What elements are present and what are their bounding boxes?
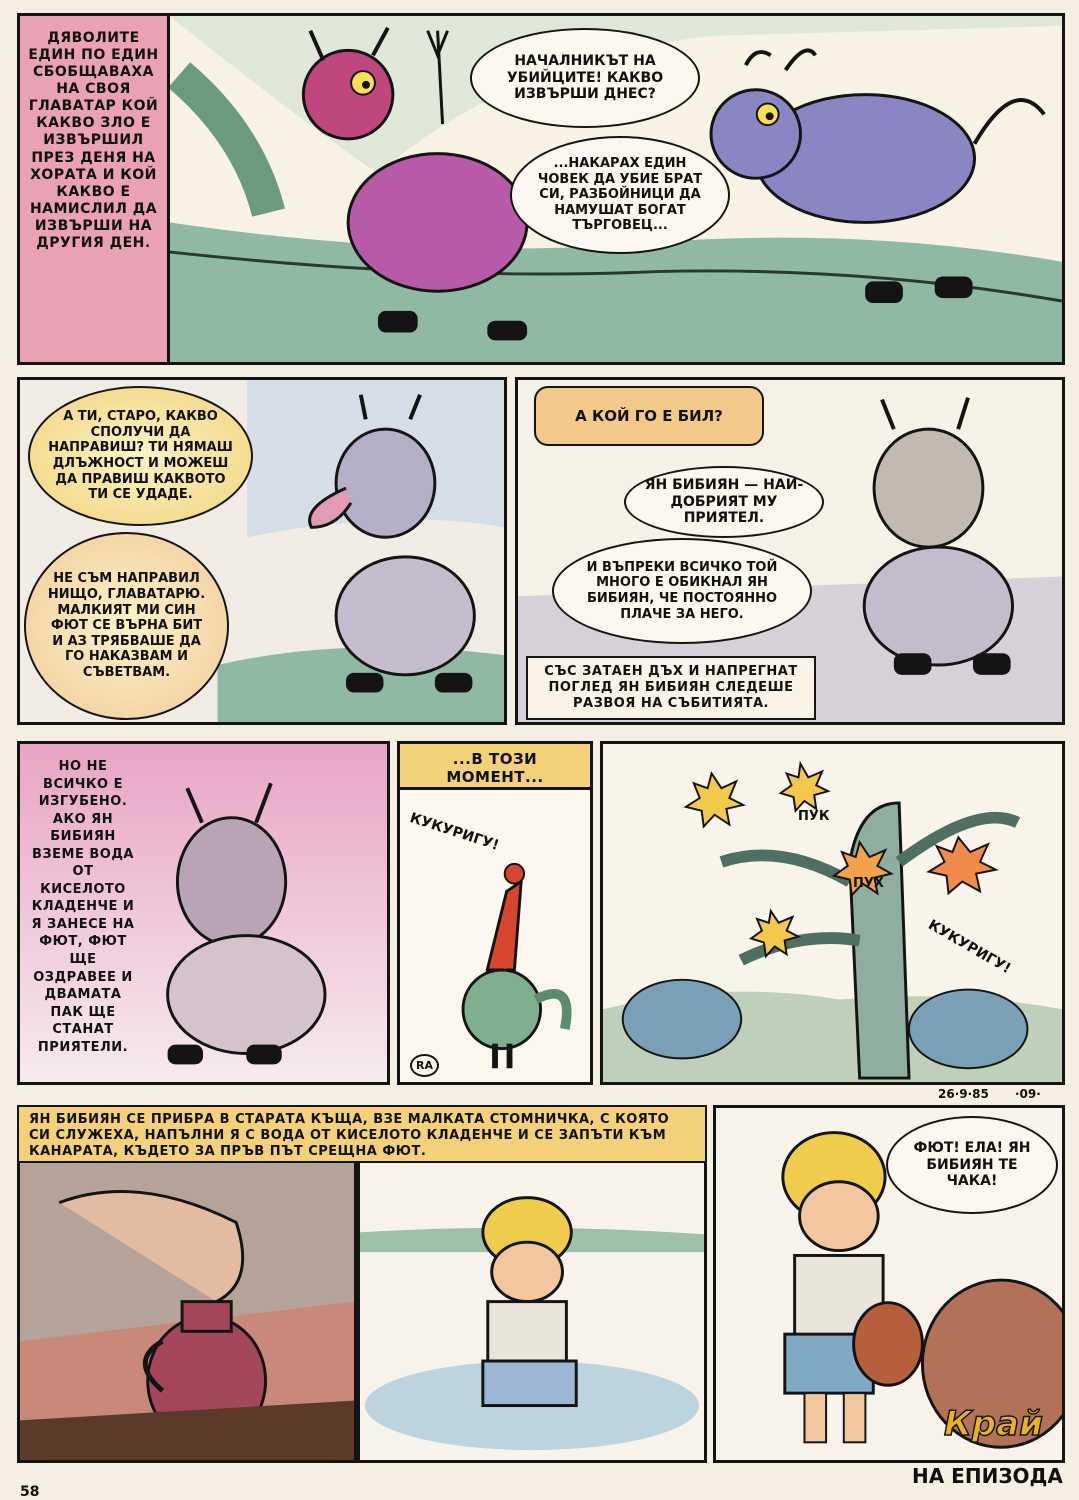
panel-jug [17,1163,357,1463]
panel-boy-calling [713,1105,1065,1463]
narration-caption: ...В ТОЗИ МОМЕНТ... [400,744,590,790]
speech-balloon-call: ФЮТ! ЕЛА! ЯН БИБИЯН ТЕ ЧАКА! [886,1116,1058,1214]
end-word: Край [944,1404,1043,1444]
end-of-episode-label: НА ЕПИЗОДА [912,1464,1063,1488]
artist-signature: RA [410,1054,439,1077]
panel-old-devil [17,377,507,725]
panel-devils-report [17,13,1065,365]
jug-art [20,1163,354,1460]
narration-caption: ДЯВОЛИТЕ ЕДИН ПО ЕДИН СБОБЩАВАХА НА СВОЯ ГЛАВАТАР КОЙ КАКВО ЗЛО Е ИЗВЪРШИЛ ПРЕЗ ДЕНЯ НА ХОРАТА И КОЙ КАКВО Е НАМИСЛИЛ ДА ИЗВЪРШИ НА ДРУГИЯ ДЕН. [20,16,170,362]
episode-page-stamp: ·09· [1015,1087,1041,1101]
panel-exploding-tree [600,741,1065,1085]
date-stamp: 26·9·85 [938,1087,989,1101]
sfx-puk: ПУК [798,809,830,824]
speech-balloon-answer: ЯН БИБИЯН — НАЙ-ДОБРИЯТ МУ ПРИЯТЕЛ. [624,466,824,538]
panel-not-lost [17,741,390,1085]
page-number: 58 [20,1484,40,1500]
panel-who-beat-him [515,377,1065,725]
speech-balloon-old-devil: НЕ СЪМ НАПРАВИЛ НИЩО, ГЛАВАТАРЮ. МАЛКИЯТ МИ СИН ФЮТ СЕ ВЪРНА БИТ И АЗ ТРЯБВАШЕ ДА ГО НАКАЗВАМ И СЪВЕТВАМ. [24,532,229,720]
speech-balloon-leader: НАЧАЛНИКЪТ НА УБИЙЦИТЕ! КАКВО ИЗВЪРШИ ДНЕС? [470,28,700,128]
panel-rooster [397,741,593,1085]
speech-balloon-question: А ТИ, СТАРО, КАКВО СПОЛУЧИ ДА НАПРАВИШ? ТИ НЯМАШ ДЛЪЖНОСТ И МОЖЕШ ДА ПРАВИШ КАКВОТО ТИ СЕ УДАДЕ. [28,386,253,526]
sfx-puh: ПУХ [853,876,884,891]
rooster-art [400,744,590,1082]
shout-balloon: А КОЙ ГО Е БИЛ? [534,386,764,446]
panel-boy-drinking [357,1163,707,1463]
speech-balloon-explain: И ВЪПРЕКИ ВСИЧКО ТОЙ МНОГО Е ОБИКНАЛ ЯН БИБИЯН, ЧЕ ПОСТОЯННО ПЛАЧЕ ЗА НЕГО. [552,538,812,644]
speech-balloon-killer: ...НАКАРАХ ЕДИН ЧОВЕК ДА УБИЕ БРАТ СИ, РАЗБОЙНИЦИ ДА НАМУШАТ БОГАТ ТЪРГОВЕЦ... [510,136,730,254]
boy-kneeling-art [360,1163,704,1460]
narration-caption-bottom: ЯН БИБИЯН СЕ ПРИБРА В СТАРАТА КЪЩА, ВЗЕ МАЛКАТА СТОМНИЧКА, С КОЯТО СИ СЛУЖЕХА, НАПЪЛНИ Я С ВОДА ОТ КИСЕЛОТО КЛАДЕНЧЕ И СЕ ЗАПЪТИ КЪМ КАНАРАТА, КЪДЕТО ЗА ПРЪВ ПЪТ СРЕЩНА ФЮТ. [17,1105,707,1163]
sfx-kukurigu: КУКУРИГУ! [407,810,501,854]
narration-caption: СЪС ЗАТАЕН ДЪХ И НАПРЕГНАТ ПОГЛЕД ЯН БИБИЯН СЛЕДЕШЕ РАЗВОЯ НА СЪБИТИЯТА. [526,656,816,720]
sfx-kukurigu: КУКУРИГУ! [925,916,1014,978]
speech-text-pink-devil: НО НЕ ВСИЧКО Е ИЗГУБЕНО. АКО ЯН БИБИЯН ВЗЕМЕ ВОДА ОТ КИСЕЛОТО КЛАДЕНЧЕ И Я ЗАНЕСЕ НА ФЮТ, ФЮТ ЩЕ ОЗДРАВЕЕ И ДВАМАТА ПАК ЩЕ СТАНАТ ПРИЯТЕЛИ. [31,759,135,1055]
tree-explosions-art [603,744,1062,1082]
